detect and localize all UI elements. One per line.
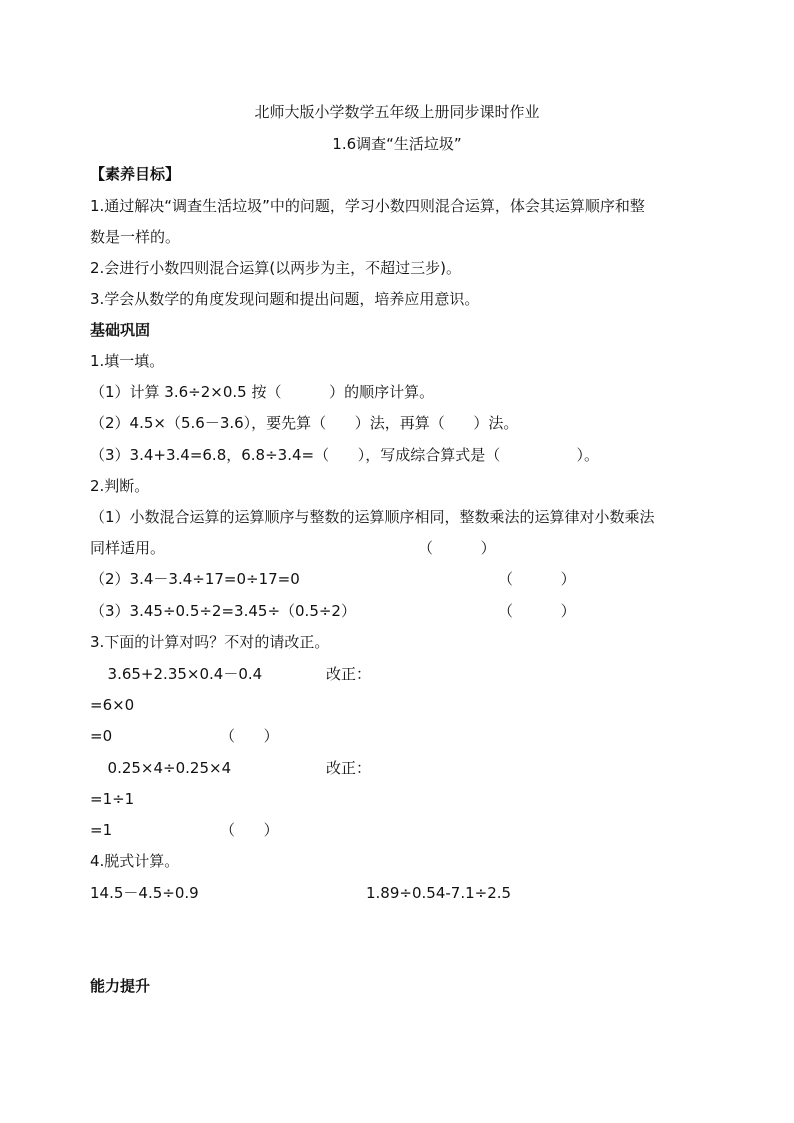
q4-title: 4.脱式计算。 (90, 852, 180, 870)
q1-title: 1.填一填。 (90, 352, 165, 370)
q3-expr-1-correction-label: 改正： (326, 665, 372, 683)
q3-expr-1-step-2: =0 (90, 727, 113, 745)
goal-3: 3.学会从数学的角度发现问题和提出问题，培养应用意识。 (90, 290, 480, 308)
q3-expr-2-correction-label: 改正： (326, 759, 372, 777)
goals-heading: 【素养目标】 (90, 165, 181, 183)
q3-expr-1-answer[interactable]: （ ） (220, 727, 279, 745)
q2-part-a-answer[interactable]: （ ） (418, 539, 496, 557)
q1-part-c: （3）3.4+3.4=6.8，6.8÷3.4=（ ），写成综合算式是（ ）。 (90, 446, 599, 464)
q2-part-a-line-2: 同样适用。 (90, 539, 166, 557)
q3-title: 3.下面的计算对吗？不对的请改正。 (90, 633, 330, 651)
q2-part-c-answer[interactable]: （ ） (498, 602, 576, 620)
lesson-subtitle: 1.6调查“生活垃圾” (332, 135, 462, 153)
q2-part-a-line-1: （1）小数混合运算的运算顺序与整数的运算顺序相同，整数乘法的运算律对小数乘法 (90, 508, 655, 526)
q4-expr-1: 14.5－4.5÷0.9 (90, 884, 199, 902)
q3-expr-1-step-1: =6×0 (90, 696, 135, 714)
page-title: 北师大版小学数学五年级上册同步课时作业 (254, 103, 540, 121)
q3-expr-2: 0.25×4÷0.25×4 (98, 759, 232, 777)
goal-1-line-2: 数是一样的。 (90, 228, 181, 246)
q3-expr-1: 3.65+2.35×0.4－0.4 (98, 665, 263, 683)
basic-section-heading: 基础巩固 (90, 321, 151, 339)
q1-part-a: （1）计算 3.6÷2×0.5 按（ ）的顺序计算。 (90, 383, 435, 401)
q3-expr-2-answer[interactable]: （ ） (220, 821, 279, 839)
q2-title: 2.判断。 (90, 477, 150, 495)
q2-part-c: （3）3.45÷0.5÷2=3.45÷（0.5÷2） (90, 602, 356, 620)
advanced-section-heading: 能力提升 (90, 977, 151, 995)
goal-1-line-1: 1.通过解决“调查生活垃圾”中的问题，学习小数四则混合运算，体会其运算顺序和整 (90, 197, 645, 215)
q2-part-b: （2）3.4－3.4÷17=0÷17=0 (90, 570, 300, 588)
q3-expr-2-step-1: =1÷1 (90, 790, 135, 808)
q3-expr-2-step-2: =1 (90, 821, 113, 839)
q1-part-b: （2）4.5×（5.6－3.6），要先算（ ）法，再算（ ）法。 (90, 414, 519, 432)
goal-2: 2.会进行小数四则混合运算(以两步为主，不超过三步)。 (90, 259, 462, 277)
q2-part-b-answer[interactable]: （ ） (498, 570, 576, 588)
q4-expr-2: 1.89÷0.54-7.1÷2.5 (366, 884, 512, 902)
